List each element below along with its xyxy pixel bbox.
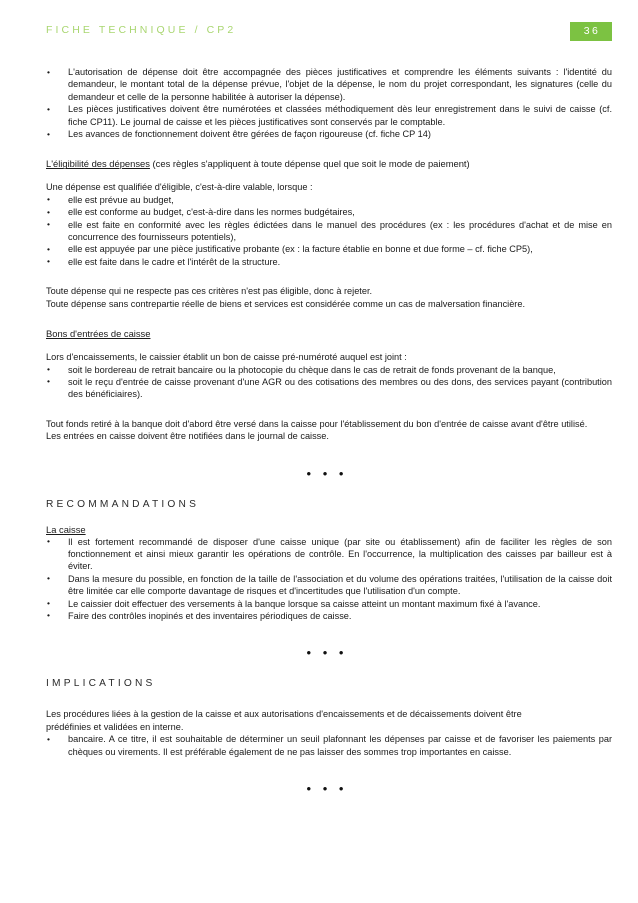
list-item: • Le caissier doit effectuer des versements à la banque lorsque sa caisse atteint un montant maximum fixé à l'avance.: [46, 598, 612, 610]
spacer: [46, 340, 612, 351]
list-item: • Dans la mesure du possible, en fonction de la taille de l'association et du volume des opérations traitées, l'utilisation de la caisse doit être limitée car elle comporte davantage de risques et d'incertitudes que l'utilisation d'un compte.: [46, 573, 612, 598]
eligibility-closing-line-1: Toute dépense qui ne respecte pas ces critères n'est pas éligible, donc à rejeter.: [46, 286, 373, 297]
cash-entry-closing-line-1: Tout fonds retiré à la banque doit d'abord être versé dans la caisse pour l'établissement du bon d'entrée de caisse avant d'être utilisé.: [46, 418, 588, 429]
recommendations-bullet-list: [46, 536, 612, 623]
implications-bullet-list: [46, 733, 612, 758]
recommendations-subheading-label: La caisse: [46, 523, 86, 535]
section-separator-2: • • •: [306, 645, 348, 661]
section-separator-1: • • •: [306, 465, 348, 481]
list-item: • elle est conforme au budget, c'est-à-dire dans les normes budgétaires,: [46, 206, 612, 218]
page-number-badge: 36: [570, 22, 612, 41]
spacer: [46, 660, 612, 677]
implications-intro-line-2: prédéfinies et validées en interne.: [46, 721, 184, 732]
intro-bullet-list: [46, 66, 612, 140]
list-item: • Les avances de fonctionnement doivent être gérées de façon rigoureuse (cf. fiche CP 14): [46, 128, 612, 140]
page-header: [46, 22, 612, 44]
list-item: • L'autorisation de dépense doit être accompagnée des pièces justificatives et comprendre les éléments suivants : l'identité du demandeur, le montant total de la dépense prévue, l'objet de la dépense, le nom du projet correspondant, les signatures (celle du demandeur et celle de la personne habilitée à autoriser la dépense).: [46, 66, 612, 103]
spacer: [46, 481, 612, 498]
eligibility-intro: Une dépense est qualifiée d'éligible, c'est-à-dire valable, lorsque :: [46, 182, 313, 193]
list-item: • elle est faite en conformité avec les règles édictées dans le manuel des procédures (ex : les procédures d'achat et de mise en concurrence des fournisseurs potentiels),: [46, 219, 612, 244]
list-item: • Il est fortement recommandé de disposer d'une caisse unique (par site ou établissement) afin de faciliter les règles de son fonctionnement et ainsi mieux garantir les opérations de contrôle. En l'occurrence, la multiplication des caisses par bailleur est à éviter.: [46, 536, 612, 573]
eligibility-heading: [46, 157, 612, 170]
list-item: • Les pièces justificatives doivent être numérotées et classées méthodiquement dès leur enregistrement dans le suivi de caisse (cf. fiche CP11). Le journal de caisse et les pièces justificatives sont conservés par le comptable.: [46, 103, 612, 128]
cash-entry-closing-line-2: Les entrées en caisse doivent être notifiées dans le journal de caisse.: [46, 431, 329, 442]
implications-section-title: IMPLICATIONS: [46, 678, 156, 690]
list-item: • soit le bordereau de retrait bancaire ou la photocopie du chèque dans le cas de retrait de fonds provenant de la banque,: [46, 364, 612, 376]
implications-intro-line-1: Les procédures liées à la gestion de la caisse et aux autorisations d'encaissements et de décaissements doivent être: [46, 709, 522, 720]
document-content: [46, 66, 612, 796]
recommendations-subheading: [46, 523, 612, 536]
spacer: [46, 140, 612, 157]
list-item: • elle est prévue au budget,: [46, 194, 612, 206]
recommendations-section-title: RECOMMANDATIONS: [46, 498, 200, 510]
cash-entry-bullet-list: [46, 364, 612, 401]
spacer: [46, 170, 612, 181]
cash-entry-heading: [46, 327, 612, 340]
eligibility-heading-note: (ces règles s'appliquent à toute dépense quel que soit le mode de paiement): [149, 158, 470, 170]
header-title: FICHE TECHNIQUE / CP2: [46, 24, 237, 36]
spacer: [46, 622, 612, 646]
cash-entry-heading-label: Bons d'entrées de caisse: [46, 328, 151, 340]
spacer: [46, 443, 612, 467]
list-item: • elle est appuyée par une pièce justificative probante (ex : la facture établie en bonne et due forme – cf. fiche CP5),: [46, 243, 612, 255]
list-item: • soit le reçu d'entrée de caisse provenant d'une AGR ou des cotisations des membres ou des dons, des services payant (contribution des bénéficiaires).: [46, 376, 612, 401]
list-item: • Faire des contrôles inopinés et des inventaires périodiques de caisse.: [46, 610, 612, 622]
spacer: [46, 512, 612, 523]
list-item: • bancaire. A ce titre, il est souhaitable de déterminer un seuil plafonnant les dépenses par caisse et de favoriser les paiements par chèques ou virements. Il est préférable également de ne pas laisser des sommes trop importantes en caisse.: [46, 733, 612, 758]
spacer: [46, 310, 612, 327]
spacer: [46, 758, 612, 782]
eligibility-bullet-list: [46, 194, 612, 268]
spacer: [46, 401, 612, 418]
eligibility-closing-line-2: Toute dépense sans contrepartie réelle de biens et services est considérée comme un cas de malversation financière.: [46, 298, 526, 309]
spacer: [46, 691, 612, 708]
list-item: • elle est faite dans le cadre et l'intérêt de la structure.: [46, 256, 612, 268]
spacer: [46, 268, 612, 285]
cash-entry-intro: Lors d'encaissements, le caissier établit un bon de caisse pré-numéroté auquel est joint :: [46, 352, 407, 363]
section-separator-3: • • •: [306, 781, 348, 796]
eligibility-heading-label: L'éligibilité des dépenses: [46, 158, 150, 170]
